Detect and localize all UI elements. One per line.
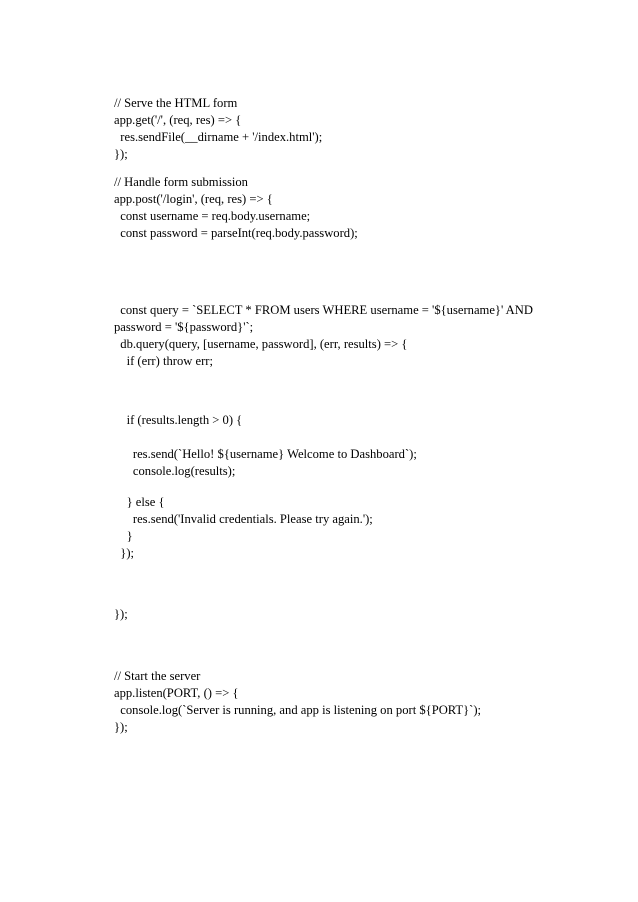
code-line: if (results.length > 0) { xyxy=(114,413,243,427)
code-line: }); xyxy=(114,546,135,560)
code-line: app.listen(PORT, () => { xyxy=(114,686,239,700)
code-line: // Start the server xyxy=(114,669,201,683)
code-line: console.log(results); xyxy=(114,464,236,478)
code-line: if (err) throw err; xyxy=(114,354,213,368)
code-line: }); xyxy=(114,147,128,161)
code-line: const query = `SELECT * FROM users WHERE username = '${username}' AND xyxy=(114,303,533,317)
code-line: res.sendFile(__dirname + '/index.html'); xyxy=(114,130,323,144)
code-line: db.query(query, [username, password], (err, results) => { xyxy=(114,337,408,351)
code-line: app.get('/', (req, res) => { xyxy=(114,113,242,127)
code-line: res.send('Invalid credentials. Please try again.'); xyxy=(114,512,373,526)
code-line: console.log(`Server is running, and app is listening on port ${PORT}`); xyxy=(114,703,482,717)
code-line: const username = req.body.username; xyxy=(114,209,311,223)
code-line: } xyxy=(114,529,133,543)
code-line: }); xyxy=(114,607,128,621)
code-line: app.post('/login', (req, res) => { xyxy=(114,192,273,206)
code-line: const password = parseInt(req.body.password); xyxy=(114,226,358,240)
code-line: } else { xyxy=(114,495,165,509)
code-line: }); xyxy=(114,720,128,734)
code-line: // Handle form submission xyxy=(114,175,248,189)
code-line: // Serve the HTML form xyxy=(114,96,238,110)
code-line: password = '${password}'`; xyxy=(114,320,254,334)
code-line: res.send(`Hello! ${username} Welcome to Dashboard`); xyxy=(114,447,417,461)
